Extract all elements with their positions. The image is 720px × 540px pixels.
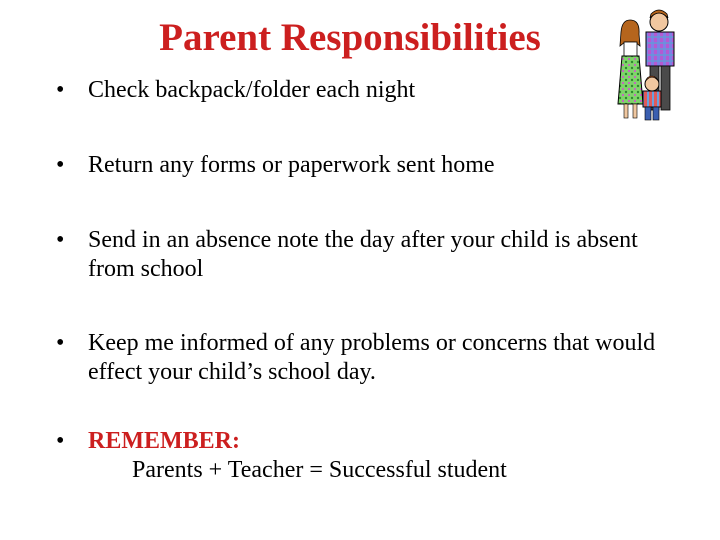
remember-detail: Parents + Teacher = Successful student: [132, 457, 507, 483]
bullet-marker: •: [56, 77, 65, 103]
remember-heading: REMEMBER:: [88, 428, 240, 454]
bullet-marker: •: [56, 227, 65, 253]
slide-title: Parent Responsibilities: [159, 16, 541, 59]
bullet-text: Send in an absence note the day after your child is absent from school: [88, 227, 638, 282]
remember-block: [88, 427, 656, 485]
bullet-item: [56, 151, 656, 180]
bullet-text: Return any forms or paperwork sent home: [88, 152, 495, 178]
bullet-marker: •: [56, 152, 65, 178]
remember-item: [56, 427, 656, 485]
family-clipart-icon: [612, 6, 690, 124]
bullet-text: Keep me informed of any problems or concerns that would effect your child’s school day.: [88, 330, 656, 385]
bullet-item: [56, 329, 656, 387]
bullet-marker: •: [56, 330, 65, 356]
bullet-text: Check backpack/folder each night: [88, 77, 416, 103]
bullet-item: [56, 76, 656, 105]
bullet-marker: •: [56, 428, 65, 454]
bullet-item: [56, 226, 656, 284]
